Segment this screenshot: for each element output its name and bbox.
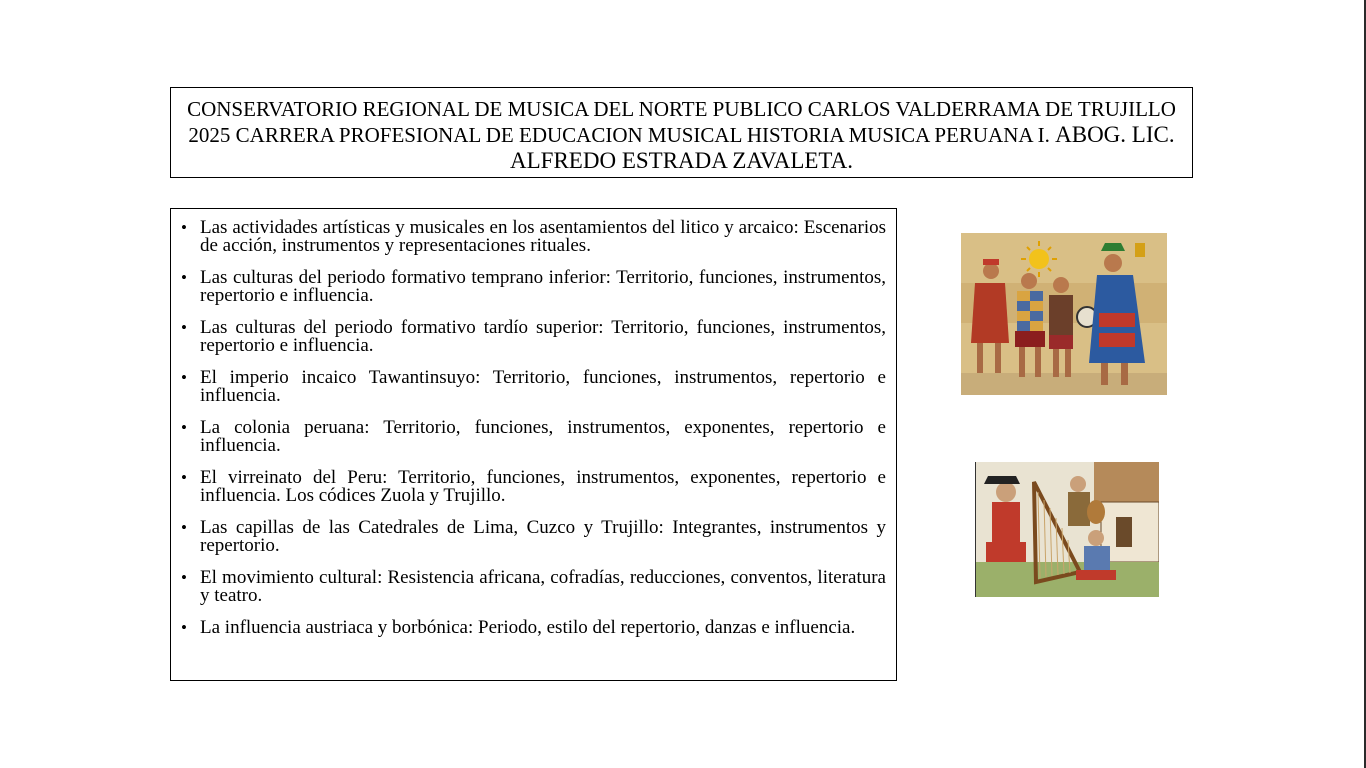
list-item: • La influencia austriaca y borbónica: Periodo, estilo del repertorio, danzas e influencia. [181, 619, 886, 669]
list-item: • El imperio incaico Tawantinsuyo: Territorio, funciones, instrumentos, repertorio e influencia. [181, 369, 886, 419]
colonial-musicians-image [975, 462, 1159, 597]
list-item: • Las culturas del periodo formativo tardío superior: Territorio, funciones, instrumentos, repertorio e influencia. [181, 319, 886, 369]
list-item: • Las capillas de las Catedrales de Lima, Cuzco y Trujillo: Integrantes, instrumentos y repertorio. [181, 519, 886, 569]
title-main-text: CONSERVATORIO REGIONAL DE MUSICA DEL NORTE PUBLICO CARLOS VALDERRAMA DE TRUJILLO 2025 CARRERA PROFESIONAL DE EDUCACION MUSICAL HISTORIA MUSICA PERUANA I. [187, 97, 1176, 147]
list-item: • Las culturas del periodo formativo temprano inferior: Territorio, funciones, instrumentos, repertorio e influencia. [181, 269, 886, 319]
list-item: • La colonia peruana: Territorio, funciones, instrumentos, exponentes, repertorio e influencia. [181, 419, 886, 469]
slide-title-box [170, 87, 1193, 178]
topics-list [181, 219, 886, 669]
inca-musicians-image [961, 233, 1167, 395]
list-item: • El movimiento cultural: Resistencia africana, cofradías, reducciones, conventos, literatura y teatro. [181, 569, 886, 619]
list-item: • El virreinato del Peru: Territorio, funciones, instrumentos, exponentes, repertorio e influencia. Los códices Zuola y Trujillo. [181, 469, 886, 519]
title-author-text: ABOG. LIC. ALFREDO ESTRADA ZAVALETA. [510, 122, 1175, 173]
list-item: • Las actividades artísticas y musicales en los asentamientos del litico y arcaico: Escenarios de acción, instrumentos y representaciones rituales. [181, 219, 886, 269]
topics-box [170, 208, 897, 681]
